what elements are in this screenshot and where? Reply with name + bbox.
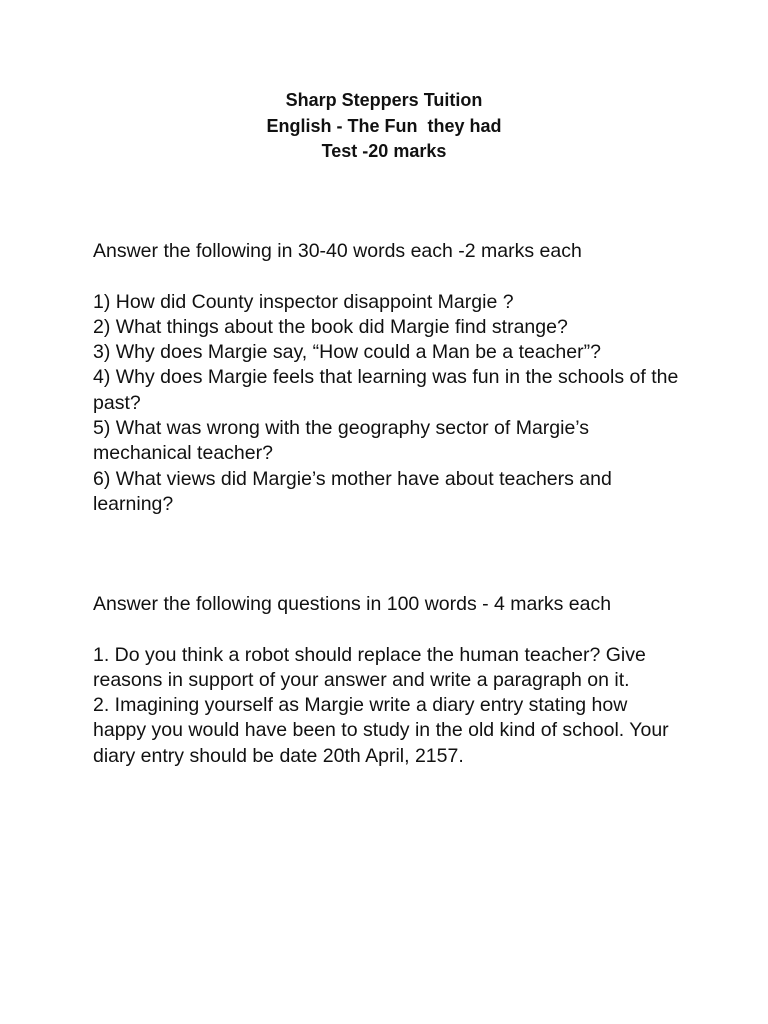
document-header [0,88,768,165]
question-item: 4) Why does Margie feels that learning was fun in the schools of the past? [93,366,679,414]
section-instruction: Answer the following in 30-40 words each -2 marks each [93,240,582,262]
question-item: 6) What views did Margie’s mother have about teachers and learning? [93,467,612,515]
question-item: 3) Why does Margie say, “How could a Man be a teacher”? [93,341,601,364]
question-item: 1) How did County inspector disappoint Margie ? [93,290,514,313]
question-list [93,290,683,518]
short-answer-section [93,239,683,517]
section-instruction: Answer the following questions in 100 words - 4 marks each [93,593,612,615]
question-list [93,643,683,769]
question-item: 5) What was wrong with the geography sector of Margie’s mechanical teacher? [93,417,590,465]
question-item: 2. Imagining yourself as Margie write a diary entry stating how happy you would have been to study in the old kind of school. Your diary entry should be date 20th April, 2157. [93,694,669,767]
long-answer-section [93,592,683,769]
test-marks: Test -20 marks [321,141,447,161]
question-item: 1. Do you think a robot should replace the human teacher? Give reasons in support of your answer and write a paragraph on it. [93,643,646,691]
school-name: Sharp Steppers Tuition [285,90,483,110]
question-item: 2) What things about the book did Margie find strange? [93,315,568,338]
subject-title: English - The Fun they had [266,115,502,136]
